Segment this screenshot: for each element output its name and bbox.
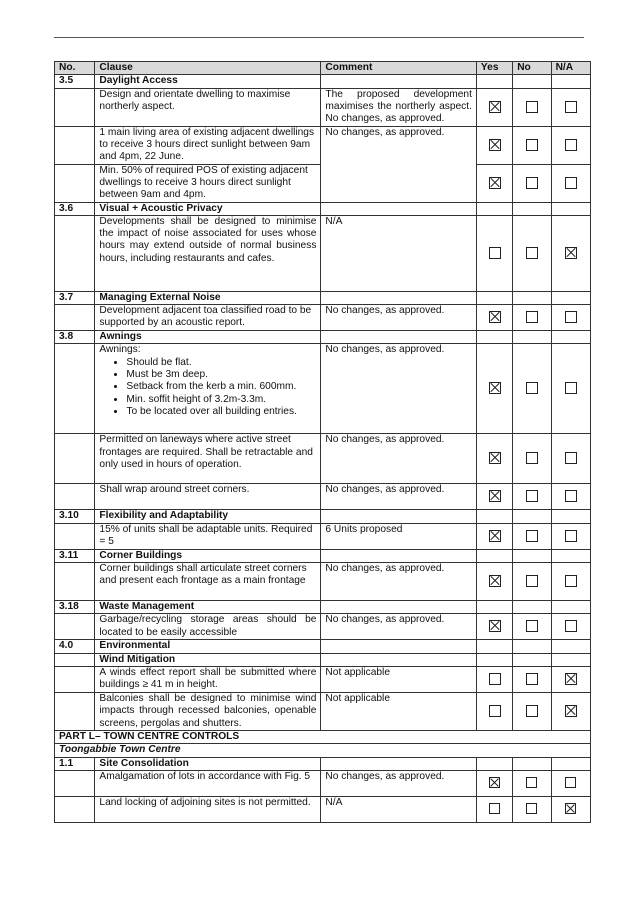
subsection-row: [55, 653, 591, 666]
section-number: 1.1: [55, 757, 95, 770]
col-no-answer: No: [513, 62, 551, 75]
section-title: Daylight Access: [95, 75, 321, 88]
na-checkbox[interactable]: [565, 101, 577, 113]
yes-checkbox[interactable]: [489, 139, 501, 151]
comment-text: No changes, as approved.: [321, 614, 477, 640]
table-row: [55, 215, 591, 291]
clause-text: A winds effect report shall be submitted where buildings ≥ 41 m in height.: [95, 666, 321, 692]
no-checkbox[interactable]: [526, 382, 538, 394]
no-checkbox[interactable]: [526, 101, 538, 113]
section-row: [55, 202, 591, 215]
comment-text: The proposed development maximises the northerly aspect. No changes, as approved.: [321, 88, 477, 126]
table-row: [55, 434, 591, 484]
col-no: No.: [55, 62, 95, 75]
section-row: [55, 601, 591, 614]
town-centre-title: Toongabbie Town Centre: [55, 744, 591, 757]
comment-text: 6 Units proposed: [321, 523, 477, 549]
section-number: 3.10: [55, 510, 95, 523]
section-number: 3.18: [55, 601, 95, 614]
comment-text: Not applicable: [321, 692, 477, 730]
no-checkbox[interactable]: [526, 620, 538, 632]
no-checkbox[interactable]: [526, 803, 537, 814]
no-checkbox[interactable]: [526, 705, 538, 717]
na-checkbox[interactable]: [565, 139, 577, 151]
yes-checkbox[interactable]: [489, 530, 501, 542]
clause-text: 1 main living area of existing adjacent dwellings to receive 3 hours direct sunlight between 9am and 4pm, 22 June.: [95, 126, 321, 164]
yes-checkbox[interactable]: [489, 803, 500, 814]
na-checkbox[interactable]: [565, 803, 576, 814]
table-row: [55, 666, 591, 692]
part-row: [55, 730, 591, 743]
comment-text: No changes, as approved.: [321, 434, 477, 484]
table-row: [55, 692, 591, 730]
section-row: [55, 331, 591, 344]
clause-text: 15% of units shall be adaptable units. Required = 5: [95, 523, 321, 549]
table-row: [55, 88, 591, 126]
table-row: [55, 305, 591, 331]
clause-text: Shall wrap around street corners.: [95, 484, 321, 510]
table-row: [55, 126, 591, 164]
na-checkbox[interactable]: [565, 382, 577, 394]
section-title: Waste Management: [95, 601, 321, 614]
na-checkbox[interactable]: [565, 777, 576, 788]
yes-checkbox[interactable]: [489, 177, 501, 189]
table-row: [55, 796, 591, 822]
na-checkbox[interactable]: [565, 177, 577, 189]
no-checkbox[interactable]: [526, 452, 538, 464]
list-item: • Min. soffit height of 3.2m-3.3m.: [126, 394, 316, 406]
na-checkbox[interactable]: [565, 247, 577, 259]
clause-text: Balconies shall be designed to minimise wind impacts through recessed balconies, openable screens, pergolas and shutters.: [95, 692, 321, 730]
table-row: [55, 563, 591, 601]
section-title: Managing External Noise: [95, 291, 321, 304]
comment-text: No changes, as approved.: [321, 126, 477, 202]
table-row: [55, 523, 591, 549]
clause-text: Developments shall be designed to minimise the impact of noise associated for uses whose hours may extend outside of normal business hours, including restaurants and cafes.: [95, 215, 321, 291]
clause-text: Design and orientate dwelling to maximise northerly aspect.: [95, 88, 321, 126]
na-checkbox[interactable]: [565, 620, 577, 632]
list-item: • Setback from the kerb a min. 600mm.: [126, 381, 316, 393]
section-title: Visual + Acoustic Privacy: [95, 202, 321, 215]
compliance-table: [54, 61, 591, 823]
yes-checkbox[interactable]: [489, 705, 501, 717]
no-checkbox[interactable]: [526, 311, 538, 323]
awnings-bullets: [99, 357, 316, 418]
no-checkbox[interactable]: [526, 139, 538, 151]
no-checkbox[interactable]: [526, 490, 538, 502]
clause-text: [95, 344, 321, 434]
section-row: [55, 291, 591, 304]
no-checkbox[interactable]: [526, 575, 538, 587]
col-na: N/A: [551, 62, 590, 75]
comment-text: No changes, as approved.: [321, 305, 477, 331]
clause-text: Min. 50% of required POS of existing adjacent dwellings to receive 3 hours direct sunlight between 9am and 4pm.: [95, 164, 321, 202]
yes-checkbox[interactable]: [489, 311, 501, 323]
clause-text: Corner buildings shall articulate street corners and present each frontage as a main frontage: [95, 563, 321, 601]
section-title: Awnings: [95, 331, 321, 344]
na-checkbox[interactable]: [565, 530, 577, 542]
yes-checkbox[interactable]: [489, 101, 501, 113]
clause-text: Development adjacent toa classified road to be supported by an acoustic report.: [95, 305, 321, 331]
clause-text: Land locking of adjoining sites is not permitted.: [95, 796, 321, 822]
table-header-row: [55, 62, 591, 75]
section-number: 3.8: [55, 331, 95, 344]
comment-text: No changes, as approved.: [321, 484, 477, 510]
comment-text: Not applicable: [321, 666, 477, 692]
yes-checkbox[interactable]: [489, 490, 501, 502]
yes-checkbox[interactable]: [489, 452, 501, 464]
no-checkbox[interactable]: [526, 247, 538, 259]
no-checkbox[interactable]: [526, 777, 537, 788]
yes-checkbox[interactable]: [489, 382, 501, 394]
col-comment: Comment: [321, 62, 477, 75]
list-item: • Must be 3m deep.: [126, 369, 316, 381]
section-number: 3.5: [55, 75, 95, 88]
col-yes: Yes: [476, 62, 512, 75]
awnings-intro: Awnings:: [99, 344, 141, 356]
table-row: [55, 614, 591, 640]
section-row: [55, 757, 591, 770]
yes-checkbox[interactable]: [489, 620, 501, 632]
na-checkbox[interactable]: [565, 311, 577, 323]
table-row: [55, 770, 591, 796]
table-row: [55, 344, 591, 434]
clause-text: Garbage/recycling storage areas should be located to be easily accessible: [95, 614, 321, 640]
comment-text: N/A: [321, 796, 477, 822]
town-row: [55, 744, 591, 757]
section-number: 4.0: [55, 640, 95, 653]
section-number: 3.7: [55, 291, 95, 304]
col-clause: Clause: [95, 62, 321, 75]
table-row: [55, 484, 591, 510]
section-row: [55, 510, 591, 523]
subsection-title: Wind Mitigation: [95, 653, 321, 666]
clause-text: Permitted on laneways where active street frontages are required. Shall be retractable and only used in hours of operation.: [95, 434, 321, 484]
clause-text: Amalgamation of lots in accordance with Fig. 5: [95, 770, 321, 796]
na-checkbox[interactable]: [565, 575, 577, 587]
section-number: 3.6: [55, 202, 95, 215]
no-checkbox[interactable]: [526, 673, 538, 685]
comment-text: N/A: [321, 215, 477, 291]
comment-text: No changes, as approved.: [321, 770, 477, 796]
yes-checkbox[interactable]: [489, 777, 500, 788]
no-checkbox[interactable]: [526, 530, 538, 542]
section-title: Environmental: [95, 640, 321, 653]
header-rule: [54, 37, 584, 38]
section-row: [55, 549, 591, 562]
section-row: [55, 75, 591, 88]
no-checkbox[interactable]: [526, 177, 538, 189]
yes-checkbox[interactable]: [489, 673, 501, 685]
comment-text: No changes, as approved.: [321, 344, 477, 434]
list-item: • Should be flat.: [126, 357, 316, 369]
section-title: Corner Buildings: [95, 549, 321, 562]
section-row: [55, 640, 591, 653]
na-checkbox[interactable]: [565, 705, 577, 717]
section-title: Flexibility and Adaptability: [95, 510, 321, 523]
na-checkbox[interactable]: [565, 490, 577, 502]
section-title: Site Consolidation: [95, 757, 321, 770]
na-checkbox[interactable]: [565, 452, 577, 464]
part-title: PART L– TOWN CENTRE CONTROLS: [55, 730, 591, 743]
list-item: • To be located over all building entries.: [126, 406, 316, 418]
section-number: 3.11: [55, 549, 95, 562]
yes-checkbox[interactable]: [489, 247, 501, 259]
yes-checkbox[interactable]: [489, 575, 501, 587]
na-checkbox[interactable]: [565, 673, 577, 685]
comment-text: No changes, as approved.: [321, 563, 477, 601]
